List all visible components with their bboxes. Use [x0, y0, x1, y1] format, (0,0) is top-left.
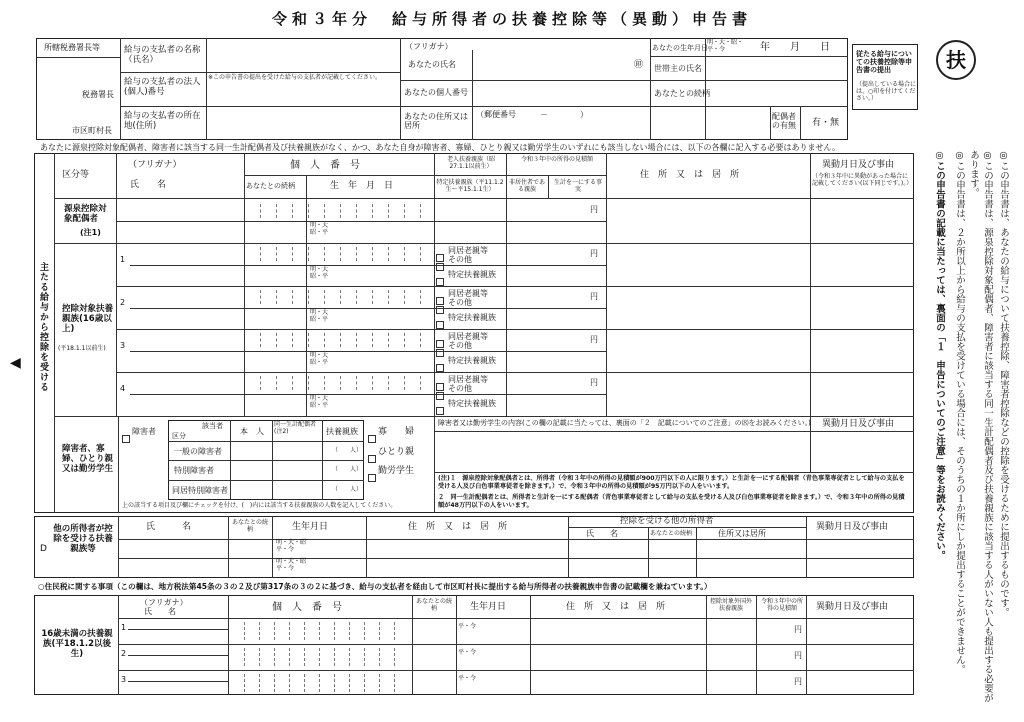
tax-office-input[interactable] — [40, 60, 80, 100]
student-label: 勤労学生 — [378, 466, 415, 476]
d-row1-input[interactable] — [120, 541, 226, 557]
people-2[interactable]: （ 人） — [332, 466, 363, 473]
residence-era: 平・令 — [458, 623, 477, 630]
householder-input[interactable] — [707, 58, 847, 78]
row-b-note: (平18.1.1以前生) — [58, 345, 106, 352]
kubun-label: 区分 — [172, 432, 186, 440]
d-era-2: 明・大・昭平・令 — [276, 558, 307, 572]
residence-label: 16歳未満の扶養親族(平18.1.2以後生) — [41, 629, 113, 659]
row-b-address-input[interactable] — [608, 331, 808, 371]
row-b-era: 明・大昭・平 — [310, 395, 329, 409]
r-col-change: 異動月日及び事由 — [816, 602, 889, 612]
r-col-name: 氏 名 — [144, 607, 176, 616]
side-box-input[interactable] — [854, 46, 916, 108]
col-income: 令和３年中の所得の見積額 — [520, 156, 593, 163]
r-col-address: 住 所 又 は 居 所 — [566, 602, 666, 612]
residence-yen: 円 — [794, 677, 802, 686]
row-a-name-input[interactable] — [118, 201, 242, 241]
opt-special: 特定扶養親族 — [448, 356, 496, 365]
payer-number-input[interactable] — [208, 86, 398, 104]
section-d-label: 他の所得者が控除を受ける扶養親族等 — [53, 524, 113, 554]
your-name-label: あなたの氏名 — [408, 60, 456, 69]
row-b-yen: 円 — [590, 335, 598, 344]
residence-name-input[interactable] — [130, 620, 226, 642]
main-vertical-label: 主たる給与から控除を受ける — [38, 262, 48, 392]
birth-ymd: 年 月 日 — [760, 42, 830, 53]
opt-cohabit: 同居老親等 — [448, 332, 488, 341]
payer-address-label: 給与の支払者の所在地(住所) — [124, 111, 201, 131]
col-nonres: 非居住者である親族 — [508, 179, 545, 193]
row-b-name-input[interactable] — [132, 331, 242, 371]
stamp-circle — [936, 40, 976, 80]
d-era-1: 明・大・昭平・令 — [276, 539, 307, 553]
residence-number-input[interactable] — [230, 620, 410, 642]
row-b-yen: 円 — [590, 249, 598, 258]
row-b-name-input[interactable] — [132, 374, 242, 414]
single-checkbox[interactable] — [368, 448, 378, 467]
relation-label: あなたとの続柄 — [654, 89, 710, 98]
disabled-label: 障害者 — [132, 427, 156, 436]
row-b-num: 4 — [120, 384, 126, 393]
your-address-input[interactable] — [474, 120, 648, 138]
seal-mark: ㊞ — [634, 60, 644, 70]
d-col-birth: 生年月日 — [292, 522, 329, 532]
side-box-note: （提出している場合には、○印を付けてください。） — [856, 81, 917, 102]
residence-era: 平・令 — [458, 649, 477, 656]
relation-input[interactable] — [707, 82, 847, 104]
residence-yen: 円 — [794, 651, 802, 660]
col-name: 氏 名 — [130, 180, 167, 190]
note-1: (注)１ 源泉控除対象配偶者とは、所得者（令和３年中の所得の見積額が900万円以下の人に限ります。）と生計を一にする配偶者（青色事業専従者として給与の支払を受ける人及び白色事業専従者を除きます。）で、令和３年中の所得の見積額が95万円以下の人をいいます。 — [438, 475, 905, 491]
birthdate-label: あなたの生年月日 — [652, 44, 708, 52]
notice-text: あなたに源泉控除対象配偶者、障害者に該当する同一生計配偶者及び扶養親族がなく、かつ、あなた自身が障害者、寡婦、ひとり親又は勤労学生のいずれにも該当しない場合には、以下の各欄に記入する必要はありません。 — [40, 143, 840, 152]
dependent-label: 扶養親族 — [326, 427, 358, 436]
people-3[interactable]: （ 人） — [332, 486, 363, 493]
row-b-address-input[interactable] — [608, 374, 808, 414]
postal-label: （郵便番号 － ） — [476, 110, 588, 119]
d-col-other-address: 住所又は居所 — [718, 529, 766, 538]
note-2: ２ 同一生計配偶者とは、所得者と生計を一にする配偶者（青色事業専従者として給与の支払を受ける人及び白色事業専従者を除きます。）で、令和３年中の所得の見積額が48万円以下の人をいいます。 — [438, 494, 905, 510]
residence-address-input[interactable] — [532, 672, 704, 694]
residence-number-input[interactable] — [230, 672, 410, 694]
payer-address-input[interactable] — [208, 108, 398, 138]
row-b-number-input[interactable] — [246, 374, 432, 392]
widow-label: 寡 婦 — [378, 427, 415, 437]
opt-other: その他 — [448, 341, 472, 350]
residence-address-input[interactable] — [532, 620, 704, 642]
col-change-note: （令和３年中に異動があった場合に記載してください(以下同じです。)。） — [812, 173, 913, 187]
row-a-era: 明・大昭・平 — [310, 222, 329, 236]
row-b-name-input[interactable] — [132, 245, 242, 285]
single-label: ひとり親 — [378, 447, 415, 457]
opt-other: その他 — [448, 384, 472, 393]
r-col-income: 令和３年中の所得の見積額 — [760, 598, 803, 612]
row-b-num: 1 — [120, 255, 126, 264]
opt-special: 特定扶養親族 — [448, 399, 496, 408]
nav-arrow[interactable]: ◀ — [10, 355, 21, 371]
d-col-relation: あなたとの続柄 — [231, 519, 268, 533]
r-col-birth: 生年月日 — [470, 602, 507, 612]
disabled-checkbox[interactable] — [122, 428, 132, 447]
d-row2-input[interactable] — [120, 560, 226, 576]
your-number-input[interactable] — [474, 84, 648, 104]
row-b-label: 控除対象扶養親族(16歳以上) — [62, 304, 114, 334]
opt-special: 特定扶養親族 — [448, 313, 496, 322]
row-b-name-input[interactable] — [132, 288, 242, 328]
special-checkbox[interactable] — [436, 400, 446, 419]
row-b-era: 明・大昭・平 — [310, 309, 329, 323]
special-checkbox[interactable] — [436, 357, 446, 376]
row-b-address-input[interactable] — [608, 288, 808, 328]
d-col-other-relation: あなたとの続柄 — [650, 530, 693, 537]
row-b-era: 明・大昭・平 — [310, 266, 329, 280]
row-b-number-input[interactable] — [246, 288, 432, 306]
opt-other: その他 — [448, 255, 472, 264]
opt-cohabit: 同居老親等 — [448, 289, 488, 298]
residence-heading: ○住民税に関する事項（この欄は、地方税法第45条の３の２及び第317条の３の２に基づき、給与の支払者を経由して市区町村長に提出する給与所得者の扶養親族申告書の記載欄を兼ねています。） — [38, 582, 712, 591]
d-col-name: 氏 名 — [146, 522, 192, 532]
r-col-foreign: 控除対象外国外扶養親族 — [709, 598, 752, 612]
payer-number-label: 給与の支払者の法人(個人)番号 — [124, 77, 201, 97]
tax-office-suffix: 税務署長 — [82, 90, 114, 99]
col-number: 個 人 番 号 — [290, 160, 360, 171]
row-b-number-input[interactable] — [246, 331, 432, 349]
tax-office-label: 所轄税務署長等 — [44, 43, 100, 52]
stamp-label: 扶 — [946, 48, 966, 72]
side-note-1: ◎この申告書は、あなたの給与について扶養控除、障害者控除などの控除を受けるために提出するものです。 — [998, 150, 1009, 617]
opt-cohabit: 同居老親等 — [448, 375, 488, 384]
birth-era: 明・大・昭・平・令 — [707, 39, 744, 53]
payer-name-label: 給与の支払者の名称（氏名） — [124, 45, 201, 65]
col-specific: 特定扶養親族（平11.1.2生～平15.1.1生） — [436, 179, 504, 193]
row-c-label: 障害者、寡婦、ひとり親又は勤労学生 — [62, 444, 114, 474]
col-change: 異動月日及び事由 — [822, 160, 895, 170]
row-b-yen: 円 — [590, 292, 598, 301]
col-relation: あなたとの続柄 — [246, 182, 295, 190]
side-box-label: 従たる給与についての扶養控除等申告書の提出 — [856, 50, 912, 75]
opt-other: その他 — [448, 298, 472, 307]
content-input[interactable] — [436, 433, 808, 470]
d-col-change: 異動月日及び事由 — [816, 522, 889, 532]
same-spouse-label: 同一生計配偶者(注2) — [274, 421, 317, 435]
residence-row-num: 3 — [121, 675, 127, 684]
general-label: 一般の障害者 — [174, 447, 222, 456]
d-col-other-name: 氏 名 — [586, 529, 618, 538]
residence-yen: 円 — [794, 625, 802, 634]
row-b-number-input[interactable] — [246, 245, 432, 263]
special-checkbox[interactable] — [436, 314, 446, 333]
residence-row-num: 2 — [121, 649, 127, 658]
row-a-address-input[interactable] — [608, 201, 808, 241]
special-label: 特別障害者 — [174, 466, 214, 475]
payer-name-input[interactable] — [208, 40, 398, 70]
c-change-input[interactable] — [812, 433, 912, 470]
residence-name-input[interactable] — [130, 646, 226, 668]
form-title: 令和３年分 給与所得者の扶養控除等（異動）申告書 — [271, 10, 752, 28]
d-col-address: 住 所 又 は 居 所 — [408, 522, 508, 532]
row-b-num: 3 — [120, 341, 126, 350]
self-label: 本 人 — [240, 427, 264, 436]
widow-checkbox[interactable] — [368, 428, 378, 447]
residence-era: 平・令 — [458, 675, 477, 682]
opt-cohabit: 同居老親等 — [448, 246, 488, 255]
col-birth: 生 年 月 日 — [330, 181, 394, 191]
applicable-label: 該当者 — [202, 422, 223, 430]
opt-special: 特定扶養親族 — [448, 270, 496, 279]
col-furigana: （フリガナ） — [128, 160, 182, 170]
your-name-input[interactable] — [474, 52, 634, 78]
row-a-yen: 円 — [590, 205, 598, 214]
col-same: 生計を一にする事実 — [553, 179, 602, 193]
special-checkbox[interactable] — [436, 271, 446, 290]
col-kubun: 区分等 — [62, 170, 90, 180]
birthdate-input[interactable] — [745, 40, 845, 54]
side-note-3: ◎この申告書は、２か所以上から給与の支払を受けている場合には、そのうちの１か所にしか提出することができません。 — [954, 150, 965, 674]
payer-number-note: ※この申告書の提出を受けた給与の支払者が記載してください。 — [208, 74, 382, 81]
c-change-label: 異動月日及び事由 — [822, 419, 895, 429]
spouse-value[interactable]: 有・無 — [812, 118, 840, 128]
city-label: 市区町村長 — [72, 126, 112, 135]
check-note: 上の該当する項目及び欄にチェックを付け、( )内には該当する扶養親族の人数を記入してください。 — [122, 502, 397, 509]
r-col-number: 個 人 番 号 — [272, 602, 342, 613]
your-number-label: あなたの個人番号 — [404, 88, 468, 97]
row-b-era: 明・大昭・平 — [310, 352, 329, 366]
furigana-label: （フリガナ） — [405, 42, 453, 51]
residence-row-num: 1 — [121, 623, 127, 632]
row-a-note: (注1) — [80, 228, 101, 237]
residence-address-input[interactable] — [532, 646, 704, 668]
col-address: 住 所 又 は 居 所 — [640, 170, 740, 180]
r-col-relation: あなたとの続柄 — [415, 598, 452, 612]
side-note-2: ◎この申告書は、源泉控除対象配偶者、障害者に該当する同一生計配偶者及び扶養親族に該当する人がいない人も提出する必要があります。 — [968, 150, 993, 703]
row-b-yen: 円 — [590, 378, 598, 387]
spouse-label: 配偶者の有無 — [772, 112, 796, 131]
side-note-4: ◎この申告書の記載に当たっては、裏面の「１ 申告についてのご注意」等をお読みください。 — [934, 150, 945, 560]
row-a-label: 源泉控除対象配偶者 — [64, 204, 107, 224]
your-address-label: あなたの住所又は居所 — [404, 112, 468, 131]
residence-number-input[interactable] — [230, 646, 410, 668]
d-col-other: 控除を受ける他の所得者 — [620, 516, 714, 526]
row-b-address-input[interactable] — [608, 245, 808, 285]
col-elderly: 老人扶養親族（昭27.1.1以前生） — [446, 156, 495, 170]
student-checkbox[interactable] — [368, 467, 378, 486]
cohabit-special-label: 同居特別障害者 — [172, 486, 228, 495]
row-b-num: 2 — [120, 298, 126, 307]
residence-name-input[interactable] — [130, 672, 226, 694]
people-1[interactable]: （ 人） — [332, 447, 363, 454]
content-label: 障害者又は勤労学生の内容(この欄の記載に当たっては、裏面の「２ 記載についてのご注意」の⑻をお読みください。) — [438, 419, 811, 427]
householder-label: 世帯主の氏名 — [654, 64, 702, 73]
row-d-letter: D — [40, 544, 47, 554]
r-col-furigana: （フリガナ） — [140, 598, 188, 607]
